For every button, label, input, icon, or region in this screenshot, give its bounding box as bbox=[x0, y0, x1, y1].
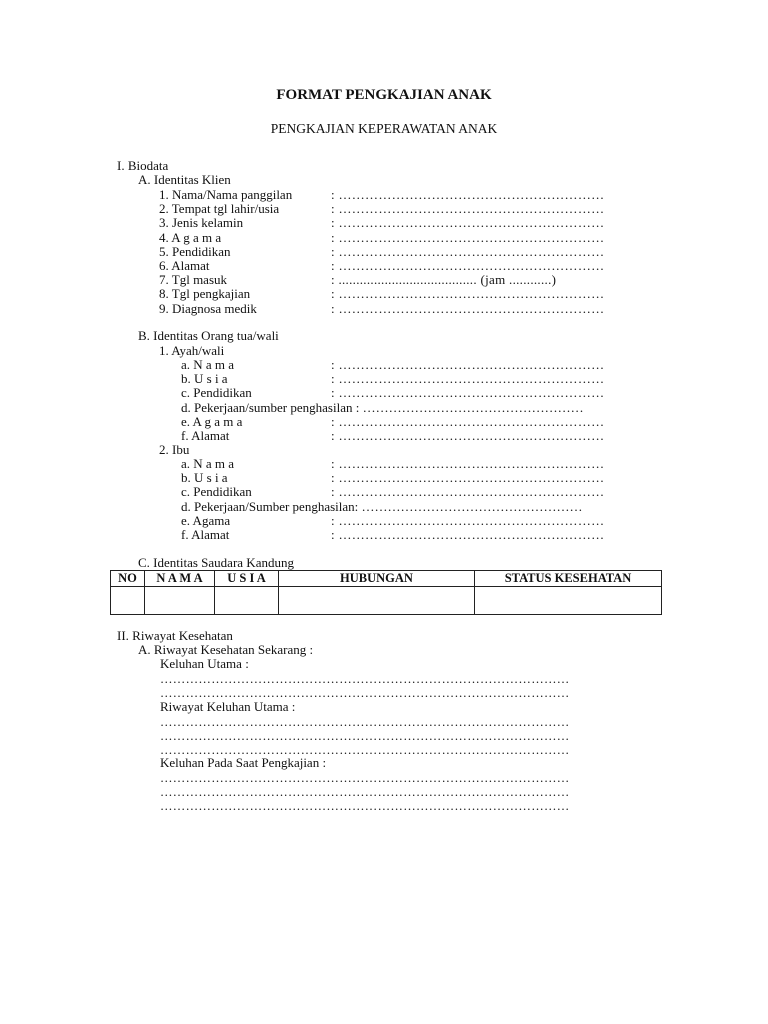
ibu-field-value-field[interactable]: : …………………………………………………… bbox=[331, 470, 605, 486]
klien-field-value-field[interactable]: : …………………………………………………… bbox=[331, 300, 605, 316]
klien-field-label: 4. A g a m a bbox=[159, 229, 222, 245]
ayah-field-value-field[interactable]: : …………………………………………………… bbox=[331, 385, 605, 401]
dotted-answer-line[interactable]: …………………………………………………………………………………… bbox=[160, 715, 570, 729]
table-row bbox=[111, 587, 662, 615]
ayah-field-value-field[interactable]: : …………………………………………………… bbox=[331, 413, 605, 429]
saudara-kandung-table bbox=[110, 570, 662, 615]
klien-field-label: 1. Nama/Nama panggilan bbox=[159, 187, 293, 202]
ibu-field-label: b. U s i a bbox=[181, 470, 228, 486]
ayah-field-label: c. Pendidikan bbox=[181, 385, 252, 401]
dotted-answer-line[interactable]: …………………………………………………………………………………… bbox=[160, 743, 570, 757]
identitas-orangtua-heading: B. Identitas Orang tua/wali bbox=[138, 328, 279, 343]
table-cell-input[interactable] bbox=[475, 587, 662, 615]
dotted-answer-line[interactable]: …………………………………………………………………………………… bbox=[160, 686, 570, 700]
keluhan-pengkajian-label: Keluhan Pada Saat Pengkajian : bbox=[160, 755, 327, 770]
ibu-field-value-field[interactable]: : …………………………………………………… bbox=[331, 456, 605, 471]
klien-field-value-field[interactable]: : …………………………………………………… bbox=[331, 229, 605, 245]
klien-field-value-field[interactable]: : …………………………………………………… bbox=[331, 187, 605, 202]
ayah-field-label: a. N a m a bbox=[181, 357, 235, 372]
document-subtitle: PENGKAJIAN KEPERAWATAN ANAK bbox=[270, 121, 498, 136]
table-cell-input[interactable] bbox=[215, 587, 279, 615]
klien-field-value-field[interactable]: : …………………………………………………… bbox=[331, 258, 605, 273]
klien-field-label: 6. Alamat bbox=[159, 258, 210, 273]
ibu-field-label: f. Alamat bbox=[181, 527, 230, 542]
table-header-row bbox=[111, 571, 662, 587]
klien-field-label: 3. Jenis kelamin bbox=[159, 215, 244, 231]
identitas-saudara-heading: C. Identitas Saudara Kandung bbox=[138, 555, 294, 570]
ayah-field-label: d. Pekerjaan/sumber penghasilan : …………………………………………… bbox=[181, 399, 584, 415]
table-cell-input[interactable] bbox=[111, 587, 145, 615]
table-header-cell: U S I A bbox=[215, 571, 279, 587]
table-header-cell: N A M A bbox=[145, 571, 215, 587]
ibu-field-label: c. Pendidikan bbox=[181, 484, 252, 500]
ayah-field-label: e. A g a m a bbox=[181, 413, 243, 429]
riwayat-keluhan-label: Riwayat Keluhan Utama : bbox=[160, 699, 296, 714]
ayah-field-label: b. U s i a bbox=[181, 371, 228, 387]
ibu-heading: 2. Ibu bbox=[159, 442, 190, 457]
ayah-wali-heading: 1. Ayah/wali bbox=[159, 343, 225, 358]
dotted-answer-line[interactable]: …………………………………………………………………………………… bbox=[160, 799, 570, 813]
klien-field-label: 7. Tgl masuk bbox=[159, 272, 228, 288]
ibu-field-value-field[interactable]: : …………………………………………………… bbox=[331, 527, 605, 542]
ayah-field-value-field[interactable]: : …………………………………………………… bbox=[331, 357, 605, 372]
table-header-cell: HUBUNGAN bbox=[279, 571, 475, 587]
ibu-field-value-field[interactable]: : …………………………………………………… bbox=[331, 484, 605, 500]
klien-field-label: 8. Tgl pengkajian bbox=[159, 286, 251, 302]
table-cell-input[interactable] bbox=[279, 587, 475, 615]
dotted-answer-line[interactable]: …………………………………………………………………………………… bbox=[160, 785, 570, 799]
table-header-cell: STATUS KESEHATAN bbox=[475, 571, 662, 587]
klien-field-label: 2. Tempat tgl lahir/usia bbox=[159, 201, 280, 217]
table-cell-input[interactable] bbox=[145, 587, 215, 615]
klien-field-label: 5. Pendidikan bbox=[159, 243, 231, 259]
klien-field-value-field[interactable]: : ....................................... (jam ............) bbox=[331, 272, 557, 288]
section-biodata-heading: I. Biodata bbox=[117, 158, 169, 173]
ayah-field-value-field[interactable]: : …………………………………………………… bbox=[331, 371, 605, 387]
dotted-answer-line[interactable]: …………………………………………………………………………………… bbox=[160, 672, 570, 686]
dotted-answer-line[interactable]: …………………………………………………………………………………… bbox=[160, 729, 570, 743]
klien-field-value-field[interactable]: : …………………………………………………… bbox=[331, 243, 605, 259]
ibu-field-label: e. Agama bbox=[181, 512, 231, 528]
ibu-field-label: a. N a m a bbox=[181, 456, 235, 471]
riwayat-sekarang-heading: A. Riwayat Kesehatan Sekarang : bbox=[138, 642, 314, 657]
ayah-field-value-field[interactable]: : …………………………………………………… bbox=[331, 428, 605, 443]
section-riwayat-heading: II. Riwayat Kesehatan bbox=[117, 628, 233, 643]
ibu-field-label: d. Pekerjaan/Sumber penghasilan: …………………………………………… bbox=[181, 498, 583, 514]
identitas-klien-heading: A. Identitas Klien bbox=[138, 172, 231, 187]
document-title: FORMAT PENGKAJIAN ANAK bbox=[276, 87, 492, 103]
table-header-cell: NO bbox=[111, 571, 145, 587]
ibu-field-value-field[interactable]: : …………………………………………………… bbox=[331, 512, 605, 528]
klien-field-label: 9. Diagnosa medik bbox=[159, 300, 257, 316]
klien-field-value-field[interactable]: : …………………………………………………… bbox=[331, 286, 605, 302]
dotted-answer-line[interactable]: …………………………………………………………………………………… bbox=[160, 771, 570, 785]
klien-field-value-field[interactable]: : …………………………………………………… bbox=[331, 215, 605, 231]
klien-field-value-field[interactable]: : …………………………………………………… bbox=[331, 201, 605, 217]
keluhan-utama-label: Keluhan Utama : bbox=[160, 656, 249, 671]
ayah-field-label: f. Alamat bbox=[181, 428, 230, 443]
